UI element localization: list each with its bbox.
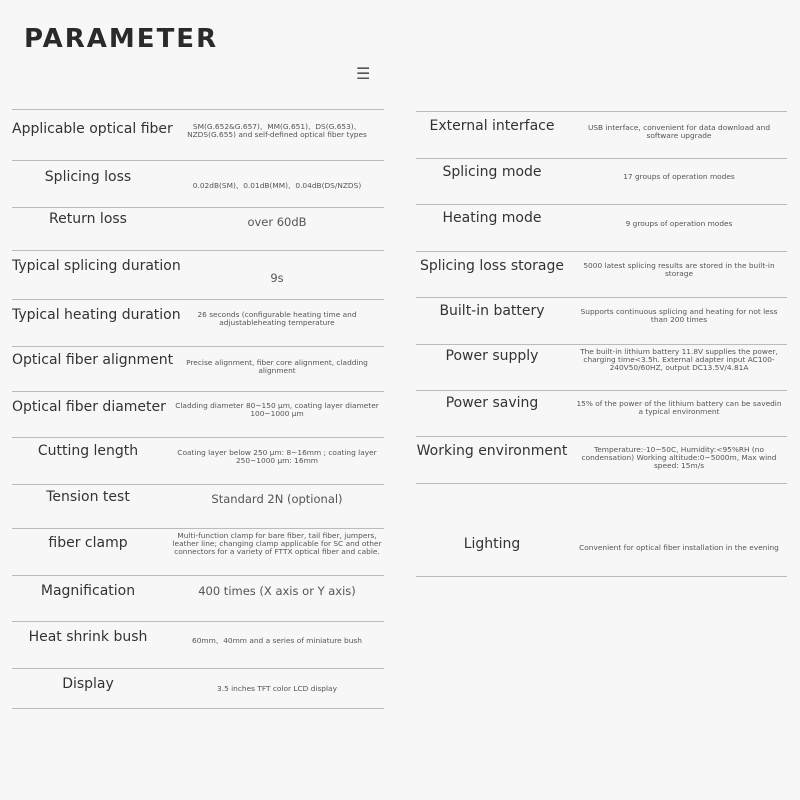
- param-value: 3.5 inches TFT color LCD display: [217, 684, 337, 693]
- param-label: Typical splicing duration: [12, 258, 181, 274]
- parameter-table-left: [12, 109, 384, 709]
- param-value: over 60dB: [247, 215, 307, 229]
- param-value: 26 seconds (configurable heating time and adjustableheating temperature: [197, 310, 357, 327]
- param-row: [12, 669, 384, 709]
- param-label: Built-in battery: [439, 303, 545, 319]
- param-row: [12, 576, 384, 622]
- param-value: The built-in lithium battery 11.8V supplies the power, charging time<3.5h. External adapter input AC100-240V50/60HZ, output DC13.5V/4.81A: [580, 347, 778, 372]
- param-label: Working environment: [416, 443, 568, 459]
- param-label: Return loss: [49, 211, 127, 227]
- param-label: Optical fiber diameter: [12, 399, 166, 415]
- param-label: Heat shrink bush: [28, 629, 148, 645]
- param-value: Temperature:-10~50C, Humidity:<95%RH (no condensation) Working altitude:0~5000m, Max wind speed: 15m/s: [581, 445, 777, 470]
- param-value: USB interface, convenient for data download and software upgrade: [587, 123, 771, 140]
- param-value: Standard 2N (optional): [211, 492, 343, 506]
- param-row: [12, 622, 384, 669]
- param-row: [12, 529, 384, 576]
- param-row: [12, 392, 384, 438]
- param-value: SM(G.652&G.657)、MM(G.651)、DS(G.653)、NZDS(G.655) and self-defined optical fiber types: [187, 122, 367, 139]
- param-label: External interface: [429, 118, 555, 134]
- param-row: [12, 208, 384, 251]
- param-value: Precise alignment, fiber core alignment, cladding alignment: [186, 358, 368, 375]
- param-row: [416, 112, 787, 159]
- param-row: [12, 251, 384, 300]
- param-label: Tension test: [46, 489, 130, 505]
- param-value: Coating layer below 250 μm: 8~16mm ; coating layer 250~1000 μm: 16mm: [177, 448, 377, 465]
- param-label: Heating mode: [442, 210, 542, 226]
- param-label: Splicing mode: [442, 164, 542, 180]
- param-row: [416, 484, 787, 577]
- param-value: 0.02dB(SM)、0.01dB(MM)、0.04dB(DS/NZDS): [192, 181, 362, 190]
- page-title: PARAMETER: [24, 24, 219, 54]
- param-value: 400 times (X axis or Y axis): [198, 584, 356, 598]
- param-value: 5000 latest splicing results are stored in the built-in storage: [583, 261, 775, 278]
- hamburger-menu-icon[interactable]: ☰: [356, 64, 371, 83]
- param-row: [416, 159, 787, 205]
- param-value: 9s: [270, 271, 284, 285]
- param-row: [12, 485, 384, 529]
- param-value: Supports continuous splicing and heating for not less than 200 times: [580, 307, 778, 324]
- param-value: Convenient for optical fiber installation in the evening: [579, 543, 779, 552]
- param-row: [416, 345, 787, 391]
- param-value: 60mm、40mm and a series of miniature bush: [192, 636, 362, 645]
- param-row: [416, 205, 787, 252]
- param-label: Splicing loss: [44, 169, 132, 185]
- param-label: fiber clamp: [48, 535, 128, 551]
- param-label: Optical fiber alignment: [12, 352, 174, 368]
- param-row: [12, 161, 384, 208]
- param-value: Multi-function clamp for bare fiber, tail fiber, jumpers, leather line; changing clamp applicable for SC and other connectors for a variety of FTTX optical fiber and cable.: [172, 531, 382, 556]
- parameter-table-right: [416, 111, 787, 577]
- param-row: [416, 298, 787, 345]
- param-label: Splicing loss storage: [419, 258, 565, 274]
- param-row: [12, 110, 384, 161]
- param-label: Power supply: [445, 348, 539, 364]
- param-label: Lighting: [463, 536, 521, 552]
- param-row: [416, 252, 787, 298]
- param-label: Cutting length: [37, 443, 139, 459]
- param-row: [12, 300, 384, 347]
- param-label: Power saving: [445, 395, 539, 411]
- param-label: Display: [62, 676, 114, 692]
- param-row: [416, 391, 787, 437]
- param-label: Magnification: [40, 583, 136, 599]
- param-value: 15% of the power of the lithium battery can be savedin a typical environment: [576, 399, 782, 416]
- param-row: [12, 347, 384, 392]
- param-label: Applicable optical fiber: [12, 121, 173, 137]
- param-value: Cladding diameter 80~150 μm, coating layer diameter 100~1000 μm: [175, 401, 379, 418]
- param-value: 17 groups of operation modes: [623, 172, 735, 181]
- param-label: Typical heating duration: [12, 307, 181, 323]
- param-row: [416, 437, 787, 484]
- param-row: [12, 438, 384, 485]
- param-value: 9 groups of operation modes: [625, 219, 733, 228]
